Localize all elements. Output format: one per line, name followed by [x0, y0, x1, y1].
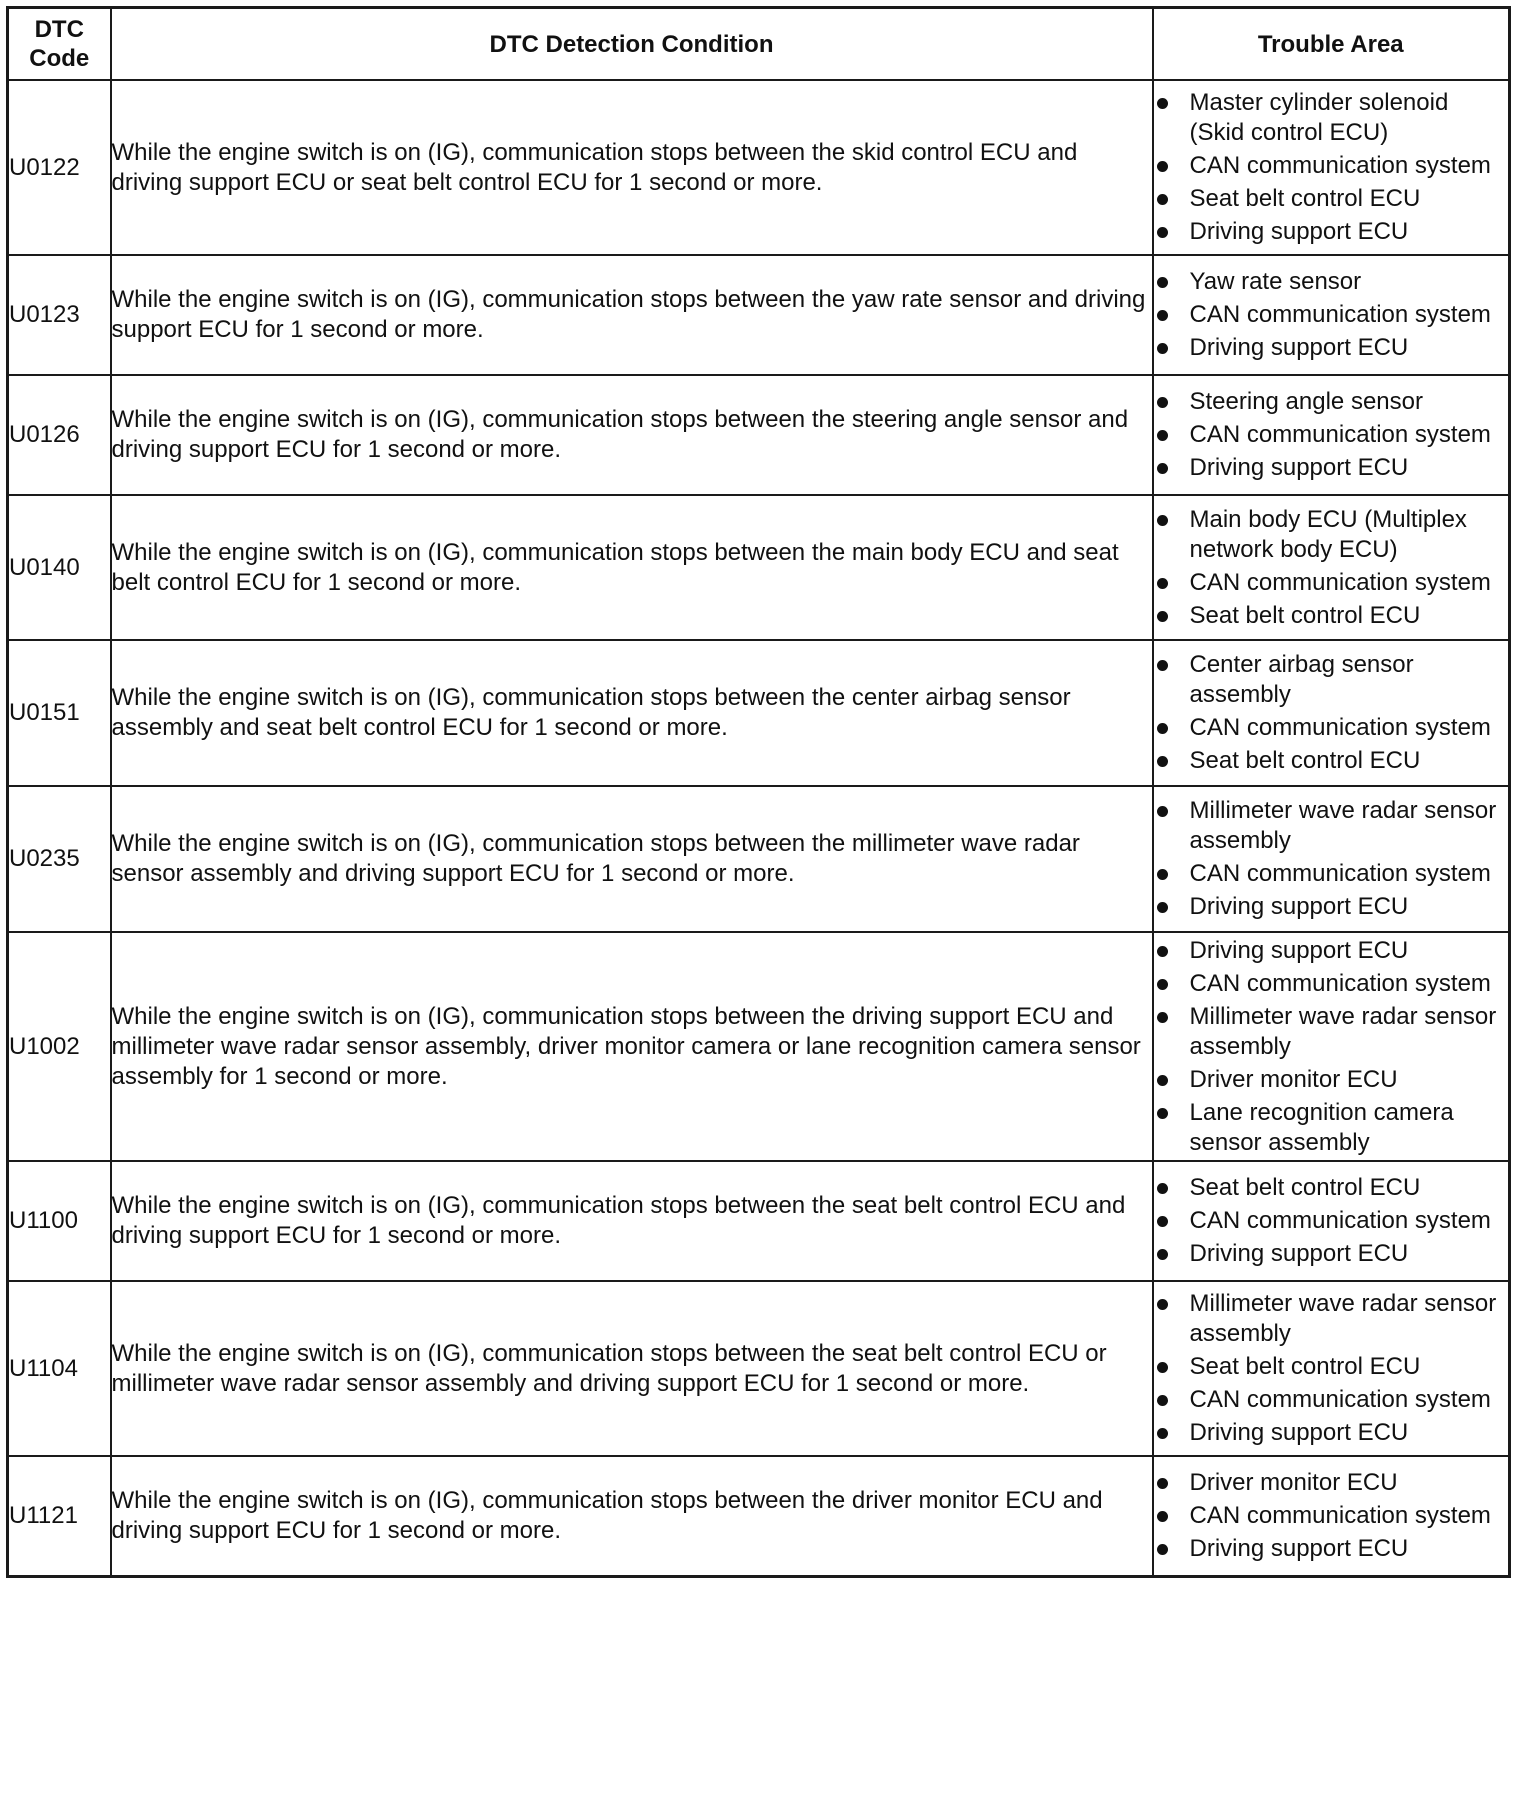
table-row — [8, 80, 1510, 255]
detection-condition-cell: While the engine switch is on (IG), communication stops between the steering angle sensor and driving support ECU for 1 second or more. — [111, 375, 1153, 495]
trouble-area-item — [1154, 1352, 1509, 1382]
detection-condition-cell: While the engine switch is on (IG), communication stops between the seat belt control ECU or millimeter wave radar sensor assembly and driving support ECU for 1 second or more. — [111, 1281, 1153, 1456]
trouble-area-text: CAN communication system — [1189, 714, 1491, 741]
trouble-area-text: CAN communication system — [1189, 301, 1491, 328]
trouble-area-item — [1154, 453, 1509, 483]
bullet-dot-icon — [1157, 611, 1168, 622]
trouble-area-list — [1154, 1289, 1509, 1448]
trouble-area-item — [1154, 601, 1509, 631]
bullet-dot-icon — [1157, 1012, 1168, 1023]
trouble-area-cell — [1153, 786, 1510, 932]
trouble-area-text: Seat belt control ECU — [1189, 747, 1421, 774]
dtc-code-cell: U0126 — [8, 375, 111, 495]
trouble-area-list — [1154, 267, 1509, 363]
detection-condition-cell: While the engine switch is on (IG), communication stops between the main body ECU and seat belt control ECU for 1 second or more. — [111, 495, 1153, 640]
trouble-area-cell — [1153, 495, 1510, 640]
trouble-area-text: Seat belt control ECU — [1189, 185, 1421, 212]
trouble-area-item — [1154, 333, 1509, 363]
bullet-dot-icon — [1157, 343, 1168, 354]
trouble-area-item — [1154, 1239, 1509, 1269]
trouble-area-text: CAN communication system — [1189, 568, 1491, 596]
trouble-area-text: Driving support ECU — [1189, 893, 1409, 920]
trouble-area-text: Driver monitor ECU — [1189, 1468, 1398, 1496]
table-body — [8, 80, 1510, 1576]
table-row — [8, 640, 1510, 786]
table-row — [8, 375, 1510, 495]
table-row — [8, 1161, 1510, 1281]
trouble-area-item — [1154, 1289, 1509, 1349]
bullet-dot-icon — [1157, 1249, 1168, 1260]
bullet-dot-icon — [1157, 902, 1168, 913]
bullet-dot-icon — [1157, 1183, 1168, 1194]
table-row — [8, 495, 1510, 640]
trouble-area-text: CAN communication system — [1189, 152, 1491, 179]
trouble-area-item — [1154, 859, 1509, 889]
bullet-dot-icon — [1157, 578, 1168, 589]
trouble-area-list — [1154, 936, 1509, 1158]
trouble-area-text: Steering angle sensor — [1189, 388, 1423, 415]
detection-condition-cell: While the engine switch is on (IG), communication stops between the yaw rate sensor and driving support ECU for 1 second or more. — [111, 255, 1153, 375]
trouble-area-cell — [1153, 932, 1510, 1161]
bullet-dot-icon — [1157, 1075, 1168, 1086]
trouble-area-text: Driving support ECU — [1189, 1240, 1409, 1267]
table-row — [8, 1281, 1510, 1456]
detection-condition-cell: While the engine switch is on (IG), communication stops between the driver monitor ECU and driving support ECU for 1 second or more. — [111, 1456, 1153, 1576]
trouble-area-item — [1154, 650, 1509, 710]
trouble-area-text: Main body ECU (Multiplex network body ECU) — [1189, 505, 1467, 563]
dtc-code-cell: U1121 — [8, 1456, 111, 1576]
trouble-area-cell — [1153, 255, 1510, 375]
trouble-area-text: Driving support ECU — [1189, 334, 1409, 361]
bullet-dot-icon — [1157, 98, 1168, 109]
bullet-dot-icon — [1157, 806, 1168, 817]
bullet-dot-icon — [1157, 397, 1168, 408]
bullet-dot-icon — [1157, 1299, 1168, 1310]
dtc-code-cell: U1002 — [8, 932, 111, 1161]
dtc-code-cell: U0122 — [8, 80, 111, 255]
trouble-area-text: Driving support ECU — [1189, 1419, 1409, 1446]
trouble-area-list — [1154, 88, 1509, 247]
bullet-dot-icon — [1157, 723, 1168, 734]
dtc-code-cell: U0235 — [8, 786, 111, 932]
trouble-area-item — [1154, 1534, 1509, 1564]
bullet-dot-icon — [1157, 1428, 1168, 1439]
trouble-area-item — [1154, 267, 1509, 297]
trouble-area-text: CAN communication system — [1189, 1501, 1491, 1529]
trouble-area-item — [1154, 969, 1509, 999]
trouble-area-item — [1154, 88, 1509, 148]
trouble-area-list — [1154, 387, 1509, 483]
trouble-area-item — [1154, 1098, 1509, 1158]
trouble-area-text: Millimeter wave radar sensor assembly — [1189, 797, 1497, 854]
bullet-dot-icon — [1157, 463, 1168, 474]
bullet-dot-icon — [1157, 161, 1168, 172]
trouble-area-list — [1154, 796, 1509, 922]
dtc-code-cell: U0123 — [8, 255, 111, 375]
trouble-area-item — [1154, 184, 1509, 214]
trouble-area-item — [1154, 1173, 1509, 1203]
trouble-area-item — [1154, 568, 1509, 598]
trouble-area-text: Driving support ECU — [1189, 936, 1409, 964]
bullet-dot-icon — [1157, 756, 1168, 767]
table-row — [8, 932, 1510, 1161]
bullet-dot-icon — [1157, 869, 1168, 880]
header-detection-condition: DTC Detection Condition — [111, 8, 1153, 81]
table-row — [8, 1456, 1510, 1576]
trouble-area-text: Driving support ECU — [1189, 1534, 1409, 1562]
detection-condition-cell: While the engine switch is on (IG), communication stops between the millimeter wave radar sensor assembly and driving support ECU for 1 second or more. — [111, 786, 1153, 932]
trouble-area-cell — [1153, 640, 1510, 786]
trouble-area-text: Seat belt control ECU — [1189, 601, 1421, 629]
trouble-area-item — [1154, 420, 1509, 450]
trouble-area-item — [1154, 505, 1509, 565]
bullet-dot-icon — [1157, 277, 1168, 288]
trouble-area-cell — [1153, 1456, 1510, 1576]
trouble-area-cell — [1153, 80, 1510, 255]
trouble-area-item — [1154, 892, 1509, 922]
trouble-area-item — [1154, 217, 1509, 247]
trouble-area-item — [1154, 1002, 1509, 1062]
detection-condition-cell: While the engine switch is on (IG), communication stops between the driving support ECU and millimeter wave radar sensor assembly, driver monitor camera or lane recognition camera sensor assembly for 1 second or more. — [111, 932, 1153, 1161]
trouble-area-text: CAN communication system — [1189, 1207, 1491, 1234]
header-dtc-code: DTC Code — [8, 8, 111, 81]
bullet-dot-icon — [1157, 660, 1168, 671]
bullet-dot-icon — [1157, 310, 1168, 321]
bullet-dot-icon — [1157, 1216, 1168, 1227]
trouble-area-text: Seat belt control ECU — [1189, 1353, 1421, 1380]
bullet-dot-icon — [1157, 515, 1168, 526]
dtc-code-cell: U1100 — [8, 1161, 111, 1281]
trouble-area-item — [1154, 1065, 1509, 1095]
dtc-code-cell: U1104 — [8, 1281, 111, 1456]
trouble-area-item — [1154, 746, 1509, 776]
trouble-area-cell — [1153, 1161, 1510, 1281]
trouble-area-item — [1154, 151, 1509, 181]
bullet-dot-icon — [1157, 1395, 1168, 1406]
trouble-area-text: Driving support ECU — [1189, 454, 1409, 481]
trouble-area-text: CAN communication system — [1189, 1386, 1491, 1413]
trouble-area-item — [1154, 1501, 1509, 1531]
detection-condition-cell: While the engine switch is on (IG), communication stops between the center airbag sensor assembly and seat belt control ECU for 1 second or more. — [111, 640, 1153, 786]
detection-condition-cell: While the engine switch is on (IG), communication stops between the skid control ECU and driving support ECU or seat belt control ECU for 1 second or more. — [111, 80, 1153, 255]
trouble-area-list — [1154, 505, 1509, 631]
table-header — [8, 8, 1510, 81]
trouble-area-cell — [1153, 375, 1510, 495]
trouble-area-text: Master cylinder solenoid (Skid control ECU) — [1189, 89, 1449, 146]
dtc-code-cell: U0151 — [8, 640, 111, 786]
trouble-area-item — [1154, 1418, 1509, 1448]
bullet-dot-icon — [1157, 430, 1168, 441]
trouble-area-text: CAN communication system — [1189, 969, 1491, 997]
trouble-area-text: Millimeter wave radar sensor assembly — [1189, 1002, 1497, 1060]
bullet-dot-icon — [1157, 194, 1168, 205]
trouble-area-item — [1154, 387, 1509, 417]
trouble-area-text: Yaw rate sensor — [1189, 268, 1362, 295]
trouble-area-list — [1154, 650, 1509, 776]
trouble-area-item — [1154, 1206, 1509, 1236]
trouble-area-item — [1154, 796, 1509, 856]
bullet-dot-icon — [1157, 946, 1168, 957]
bullet-dot-icon — [1157, 227, 1168, 238]
trouble-area-item — [1154, 300, 1509, 330]
trouble-area-text: Driving support ECU — [1189, 218, 1409, 245]
bullet-dot-icon — [1157, 1362, 1168, 1373]
header-row — [8, 8, 1510, 81]
header-trouble-area: Trouble Area — [1153, 8, 1510, 81]
trouble-area-item — [1154, 1385, 1509, 1415]
bullet-dot-icon — [1157, 979, 1168, 990]
trouble-area-text: Center airbag sensor assembly — [1189, 651, 1414, 708]
table-row — [8, 786, 1510, 932]
trouble-area-text: Millimeter wave radar sensor assembly — [1189, 1290, 1497, 1347]
table-row — [8, 255, 1510, 375]
trouble-area-list — [1154, 1468, 1509, 1564]
trouble-area-item — [1154, 713, 1509, 743]
bullet-dot-icon — [1157, 1108, 1168, 1119]
trouble-area-text: Seat belt control ECU — [1189, 1174, 1421, 1201]
trouble-area-list — [1154, 1173, 1509, 1269]
trouble-area-item — [1154, 1468, 1509, 1498]
bullet-dot-icon — [1157, 1478, 1168, 1489]
trouble-area-cell — [1153, 1281, 1510, 1456]
bullet-dot-icon — [1157, 1511, 1168, 1522]
bullet-dot-icon — [1157, 1544, 1168, 1555]
detection-condition-cell: While the engine switch is on (IG), communication stops between the seat belt control ECU and driving support ECU for 1 second or more. — [111, 1161, 1153, 1281]
trouble-area-item — [1154, 936, 1509, 966]
trouble-area-text: Lane recognition camera sensor assembly — [1189, 1098, 1454, 1156]
dtc-table — [6, 6, 1511, 1578]
trouble-area-text: Driver monitor ECU — [1189, 1065, 1398, 1093]
dtc-code-cell: U0140 — [8, 495, 111, 640]
trouble-area-text: CAN communication system — [1189, 860, 1491, 887]
trouble-area-text: CAN communication system — [1189, 421, 1491, 448]
